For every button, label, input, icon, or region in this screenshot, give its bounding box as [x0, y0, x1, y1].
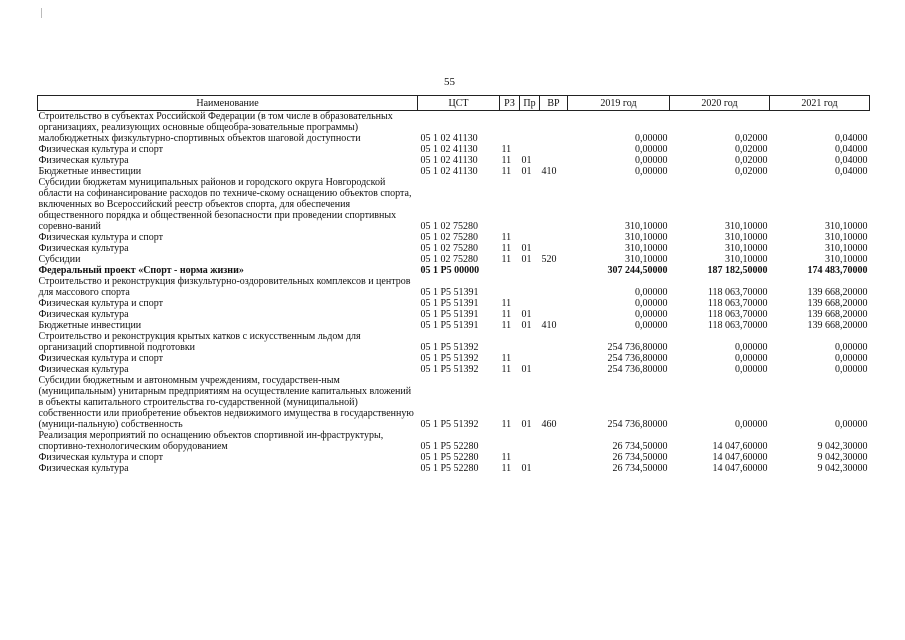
- row-value-2021: 139 668,20000: [807, 309, 868, 320]
- row-cst: 05 1 02 41130: [420, 155, 478, 166]
- row-value-2021: 310,10000: [825, 221, 868, 232]
- table-row: [38, 232, 870, 243]
- row-value-2019: 0,00000: [635, 298, 668, 309]
- row-vr: [540, 276, 568, 298]
- row-value-2021: 139 668,20000: [807, 287, 868, 298]
- column-header-pr: Пр: [520, 96, 540, 111]
- row-rz: 11: [501, 309, 512, 320]
- row-name: Физическая культура: [38, 364, 129, 375]
- row-vr: 460: [541, 419, 557, 430]
- row-value-2019: 310,10000: [625, 221, 668, 232]
- row-cst: 05 1 02 41130: [420, 166, 478, 177]
- row-cst: 05 1 02 75280: [420, 254, 478, 265]
- row-value-2021: 0,04000: [835, 144, 868, 155]
- table-row: [38, 353, 870, 364]
- row-pr: [520, 111, 540, 145]
- row-value-2021: 139 668,20000: [807, 320, 868, 331]
- row-cst: 05 1 P5 51392: [420, 342, 479, 353]
- row-vr: [540, 155, 568, 166]
- row-name: Физическая культура: [38, 243, 129, 254]
- row-value-2021: 0,04000: [835, 155, 868, 166]
- row-vr: [540, 177, 568, 232]
- row-name: Физическая культура и спорт: [38, 298, 163, 309]
- row-name: Строительство и реконструкция крытых катков с искусственным льдом для организаций спортивной подготовки: [38, 331, 361, 353]
- row-vr: [540, 298, 568, 309]
- row-cst: 05 1 P5 51392: [420, 419, 479, 430]
- row-pr: 01: [521, 463, 532, 474]
- row-rz: 11: [501, 452, 512, 463]
- row-cst: 05 1 02 41130: [420, 144, 478, 155]
- row-cst: 05 1 P5 51392: [420, 353, 479, 364]
- row-name: Строительство и реконструкция физкультурно-оздоровительных комплексов и центров для массового спорта: [38, 276, 411, 298]
- row-pr: 01: [521, 155, 532, 166]
- row-value-2019: 254 736,80000: [607, 419, 668, 430]
- row-value-2019: 0,00000: [635, 133, 668, 144]
- row-pr: 01: [521, 166, 532, 177]
- row-pr: [520, 265, 540, 276]
- row-name: Субсидии: [38, 254, 81, 265]
- row-value-2020: 14 047,60000: [712, 463, 768, 474]
- row-rz: 11: [501, 320, 512, 331]
- row-pr: [520, 430, 540, 452]
- row-value-2019: 0,00000: [635, 144, 668, 155]
- row-rz: [500, 276, 520, 298]
- table-row: [38, 166, 870, 177]
- row-value-2020: 310,10000: [725, 243, 768, 254]
- row-cst: 05 1 P5 51391: [420, 287, 479, 298]
- row-value-2019: 254 736,80000: [607, 364, 668, 375]
- row-value-2019: 310,10000: [625, 254, 668, 265]
- row-value-2019: 0,00000: [635, 309, 668, 320]
- row-pr: 01: [521, 254, 532, 265]
- row-value-2020: 14 047,60000: [712, 441, 768, 452]
- row-value-2021: 310,10000: [825, 254, 868, 265]
- column-header-vr: ВР: [540, 96, 568, 111]
- row-value-2021: 0,00000: [835, 364, 868, 375]
- row-vr: [540, 463, 568, 474]
- row-cst: 05 1 02 75280: [420, 243, 478, 254]
- column-header-rz: РЗ: [500, 96, 520, 111]
- row-pr: [520, 353, 540, 364]
- row-name: Физическая культура и спорт: [38, 144, 163, 155]
- table-row: [38, 144, 870, 155]
- row-cst: 05 1 02 75280: [420, 221, 478, 232]
- row-rz: [500, 177, 520, 232]
- row-value-2020: 0,02000: [735, 155, 768, 166]
- row-value-2019: 254 736,80000: [607, 353, 668, 364]
- row-value-2020: 118 063,70000: [707, 309, 768, 320]
- row-value-2019: 26 734,50000: [612, 463, 668, 474]
- row-pr: 01: [521, 320, 532, 331]
- row-value-2019: 0,00000: [635, 320, 668, 331]
- row-value-2020: 14 047,60000: [712, 452, 768, 463]
- column-header-cst: ЦСТ: [418, 96, 500, 111]
- row-value-2020: 0,02000: [735, 133, 768, 144]
- row-value-2021: 310,10000: [825, 243, 868, 254]
- row-pr: [520, 331, 540, 353]
- row-cst: 05 1 P5 00000: [420, 265, 480, 276]
- row-value-2020: 310,10000: [725, 254, 768, 265]
- table-row: [38, 331, 870, 353]
- row-vr: [540, 144, 568, 155]
- row-rz: 11: [501, 419, 512, 430]
- row-vr: [540, 265, 568, 276]
- table-row: [38, 155, 870, 166]
- row-value-2019: 254 736,80000: [607, 342, 668, 353]
- row-value-2021: 9 042,30000: [817, 441, 868, 452]
- row-cst: 05 1 02 75280: [420, 232, 478, 243]
- row-rz: [500, 430, 520, 452]
- row-value-2020: 118 063,70000: [707, 298, 768, 309]
- row-name: Физическая культура: [38, 309, 129, 320]
- row-value-2021: 0,04000: [835, 133, 868, 144]
- row-value-2019: 26 734,50000: [612, 452, 668, 463]
- row-value-2020: 187 182,50000: [707, 265, 768, 276]
- row-value-2021: 0,00000: [835, 342, 868, 353]
- row-rz: [500, 331, 520, 353]
- row-rz: 11: [501, 364, 512, 375]
- table-row: [38, 243, 870, 254]
- column-header-name: Наименование: [38, 96, 418, 111]
- row-cst: 05 1 P5 52280: [420, 452, 479, 463]
- row-cst: 05 1 P5 52280: [420, 463, 479, 474]
- table-row: [38, 452, 870, 463]
- row-value-2020: 0,00000: [735, 353, 768, 364]
- row-rz: 11: [501, 254, 512, 265]
- row-value-2021: 0,00000: [835, 353, 868, 364]
- row-rz: 11: [501, 166, 512, 177]
- row-name: Федеральный проект «Спорт - норма жизни»: [38, 265, 244, 276]
- row-name: Субсидии бюджетам муниципальных районов и городского округа Новгородской области на софинансирование расходов по техниче-скому оснащению объектов спорта, включенных во Всероссийский реестр объектов спорта, для обеспечения общественного порядка и общественной безопасности при проведении спортивных соревно-ваний: [38, 177, 412, 232]
- row-value-2020: 118 063,70000: [707, 320, 768, 331]
- row-vr: [540, 364, 568, 375]
- row-name: Физическая культура и спорт: [38, 232, 163, 243]
- row-value-2021: 310,10000: [825, 232, 868, 243]
- row-name: Бюджетные инвестиции: [38, 166, 142, 177]
- row-value-2020: 0,00000: [735, 364, 768, 375]
- row-value-2021: 9 042,30000: [817, 452, 868, 463]
- row-vr: 520: [541, 254, 557, 265]
- row-value-2019: 0,00000: [635, 155, 668, 166]
- row-pr: [520, 298, 540, 309]
- row-value-2019: 310,10000: [625, 243, 668, 254]
- table-row: [38, 364, 870, 375]
- table-row: [38, 276, 870, 298]
- row-name: Субсидии бюджетным и автономным учреждениям, государствен-ным (муниципальным) унитарным предприятиям на осуществление капитальных вложений в объекты капитального строительства го-сударственной (муниципальной) собственности или приобретение объектов недвижимого имущества в государственную (муници-пальную) собственность: [38, 375, 414, 430]
- row-value-2021: 139 668,20000: [807, 298, 868, 309]
- column-header-2019: 2019 год: [568, 96, 670, 111]
- row-vr: [540, 452, 568, 463]
- row-rz: [500, 265, 520, 276]
- row-name: Физическая культура и спорт: [38, 452, 163, 463]
- row-cst: 05 1 P5 52280: [420, 441, 479, 452]
- row-rz: 11: [501, 144, 512, 155]
- row-pr: 01: [521, 309, 532, 320]
- scan-mark: [41, 8, 42, 18]
- table-row: [38, 177, 870, 232]
- row-pr: 01: [521, 419, 532, 430]
- column-header-2021: 2021 год: [770, 96, 870, 111]
- table-row: [38, 463, 870, 474]
- row-value-2020: 0,00000: [735, 419, 768, 430]
- row-rz: 11: [501, 298, 512, 309]
- row-rz: 11: [501, 155, 512, 166]
- row-rz: 11: [501, 232, 512, 243]
- table-row: [38, 265, 870, 276]
- row-vr: [540, 331, 568, 353]
- row-pr: 01: [521, 243, 532, 254]
- row-name: Физическая культура: [38, 463, 129, 474]
- row-cst: 05 1 02 41130: [420, 133, 478, 144]
- row-rz: 11: [501, 463, 512, 474]
- row-vr: [540, 232, 568, 243]
- row-name: Строительство в субъектах Российской Федерации (в том числе в образовательных организациях, реализующих основные общеобра-зовательные программы) малобюджетных физкультурно-спортивных объектов шаговой доступности: [38, 111, 393, 144]
- row-vr: [540, 353, 568, 364]
- row-vr: 410: [541, 320, 557, 331]
- row-name: Физическая культура: [38, 155, 129, 166]
- table-header-row: [38, 96, 870, 111]
- row-value-2021: 0,00000: [835, 419, 868, 430]
- row-pr: [520, 452, 540, 463]
- row-value-2019: 26 734,50000: [612, 441, 668, 452]
- row-rz: [500, 111, 520, 145]
- page-number: 55: [444, 76, 455, 88]
- row-pr: [520, 144, 540, 155]
- table-body: [38, 111, 870, 475]
- column-header-2020: 2020 год: [670, 96, 770, 111]
- row-value-2019: 0,00000: [635, 166, 668, 177]
- row-vr: [540, 111, 568, 145]
- row-name: Физическая культура и спорт: [38, 353, 163, 364]
- row-rz: 11: [501, 353, 512, 364]
- row-value-2021: 174 483,70000: [807, 265, 868, 276]
- row-cst: 05 1 P5 51391: [420, 309, 479, 320]
- row-value-2019: 310,10000: [625, 232, 668, 243]
- row-cst: 05 1 P5 51392: [420, 364, 479, 375]
- row-name: Реализация мероприятий по оснащению объектов спортивной ин-фраструктуры, спортивно-технологическим оборудованием: [38, 430, 384, 452]
- row-name: Бюджетные инвестиции: [38, 320, 142, 331]
- row-cst: 05 1 P5 51391: [420, 298, 479, 309]
- row-value-2020: 310,10000: [725, 221, 768, 232]
- table-row: [38, 375, 870, 430]
- row-pr: 01: [521, 364, 532, 375]
- row-value-2021: 9 042,30000: [817, 463, 868, 474]
- row-value-2020: 0,00000: [735, 342, 768, 353]
- row-value-2019: 307 244,50000: [607, 265, 668, 276]
- row-value-2020: 118 063,70000: [707, 287, 768, 298]
- table-row: [38, 111, 870, 145]
- row-vr: [540, 309, 568, 320]
- row-rz: 11: [501, 243, 512, 254]
- row-vr: [540, 430, 568, 452]
- table-row: [38, 298, 870, 309]
- row-value-2020: 310,10000: [725, 232, 768, 243]
- row-value-2020: 0,02000: [735, 144, 768, 155]
- table-row: [38, 254, 870, 265]
- row-value-2021: 0,04000: [835, 166, 868, 177]
- row-pr: [520, 177, 540, 232]
- row-pr: [520, 232, 540, 243]
- row-value-2019: 0,00000: [635, 287, 668, 298]
- row-pr: [520, 276, 540, 298]
- row-vr: 410: [541, 166, 557, 177]
- row-vr: [540, 243, 568, 254]
- table-row: [38, 430, 870, 452]
- budget-table: [37, 95, 870, 474]
- row-value-2020: 0,02000: [735, 166, 768, 177]
- table-row: [38, 320, 870, 331]
- table-row: [38, 309, 870, 320]
- row-cst: 05 1 P5 51391: [420, 320, 479, 331]
